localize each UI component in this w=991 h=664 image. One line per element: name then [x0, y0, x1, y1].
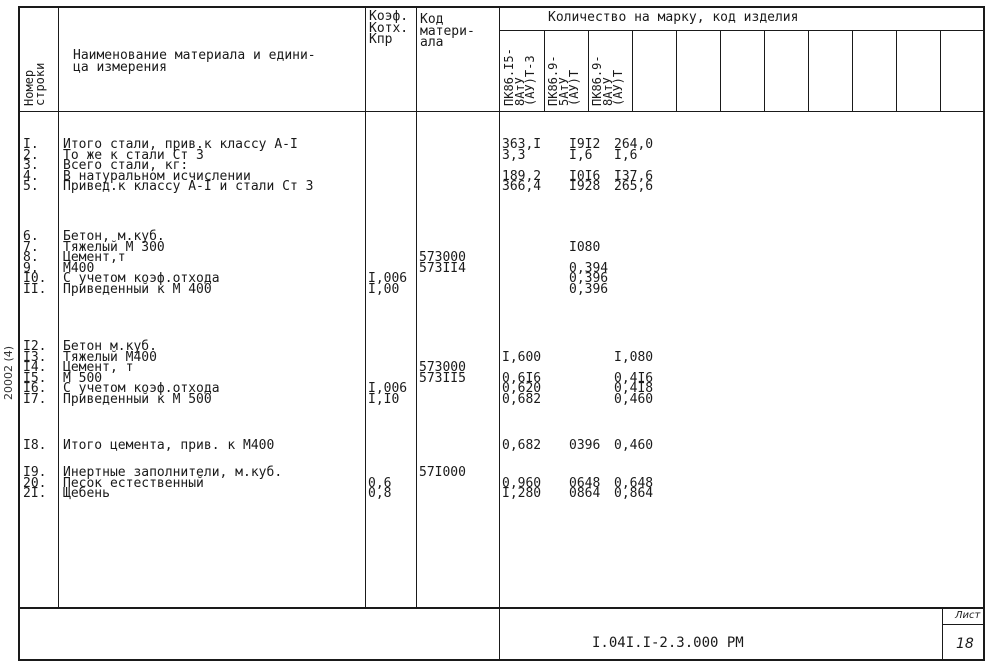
row-col3: I,080 0,4I6 0,4I8 0,460	[614, 349, 654, 407]
row-col2: I9I2 I,6 I0I6 I928	[569, 137, 601, 194]
header-row-number: Номер строки	[22, 62, 47, 106]
sheet-number: 18	[956, 636, 974, 652]
row-names: Бетон, м.куб. Тяжелый М 300 Цемент,т М400 С учетом коэф.отхода Приведенный к М 400	[63, 229, 220, 297]
header-product-2: ПК86.9- 5АтУ (АУ)Т	[546, 55, 581, 106]
row-col2: I080 0,394 0,396 0,396	[569, 239, 609, 297]
header-coefficient: Коэф. Котх. Кпр	[369, 9, 409, 47]
row-col2: 0648 0864	[569, 475, 601, 501]
row-numbers: I. 2. 3. 4. 5.	[23, 137, 39, 194]
row-numbers: 6. 7. 8. 9. I0. II.	[23, 229, 47, 297]
margin-stamp: 20002 (4)	[2, 345, 15, 400]
document-code: I.04I.I-2.3.000 РМ	[592, 635, 744, 651]
row-names: Итого стали, прив.к классу А-I То же к стали Ст 3 Всего стали, кг: В натуральном исчислении Привед.к классу А-I и стали Ст 3	[63, 137, 314, 194]
row-names: Инертные заполнители, м.куб. Песок естественный Щебень	[63, 465, 283, 501]
row-codes: 57I000	[419, 465, 466, 480]
row-numbers: I2. I3. I4. I5. I6. I7.	[23, 339, 47, 407]
row-codes: 573000 573II4	[419, 250, 466, 276]
header-product-1: ПК86.I5- 8АтУ (АУ)Т-3	[502, 48, 537, 106]
row-numbers: I8.	[23, 438, 47, 453]
row-numbers: I9. 20. 2I.	[23, 465, 47, 501]
header-material-code: Код матери- ала	[420, 12, 475, 50]
sheet-label: Лист	[955, 610, 981, 621]
row-col1: I,600 0,6I6 0,620 0,682	[502, 349, 542, 407]
row-col1: 0,682	[502, 438, 542, 453]
row-coefs: I,006 I,00	[368, 271, 408, 297]
row-codes: 573000 573II5	[419, 360, 466, 386]
row-col3: 264,0 I,6 I37,6 265,6	[614, 137, 654, 194]
row-col1: 0,960 I,280	[502, 475, 542, 501]
row-coefs: I,006 I,I0	[368, 381, 408, 407]
header-quantity-title: Количество на марку, код изделия	[548, 10, 799, 25]
row-col3: 0,460	[614, 438, 654, 453]
row-coefs: 0,6 0,8	[368, 475, 392, 501]
row-col2: 0396	[569, 438, 601, 453]
row-names: Бетон м.куб. Тяжелый М400 Цемент, т М 500 С учетом коэф.отхода Приведенный к М 500	[63, 339, 220, 407]
row-col1: 363,I 3,3 189,2 366,4	[502, 137, 542, 194]
header-material-name: Наименование материала и едини- ца измерения	[73, 48, 316, 75]
row-col3: 0,648 0,864	[614, 475, 654, 501]
header-product-3: ПК86.9- 8АтУ (АУ)Т	[590, 55, 625, 106]
row-names: Итого цемента, прив. к М400	[63, 438, 275, 453]
